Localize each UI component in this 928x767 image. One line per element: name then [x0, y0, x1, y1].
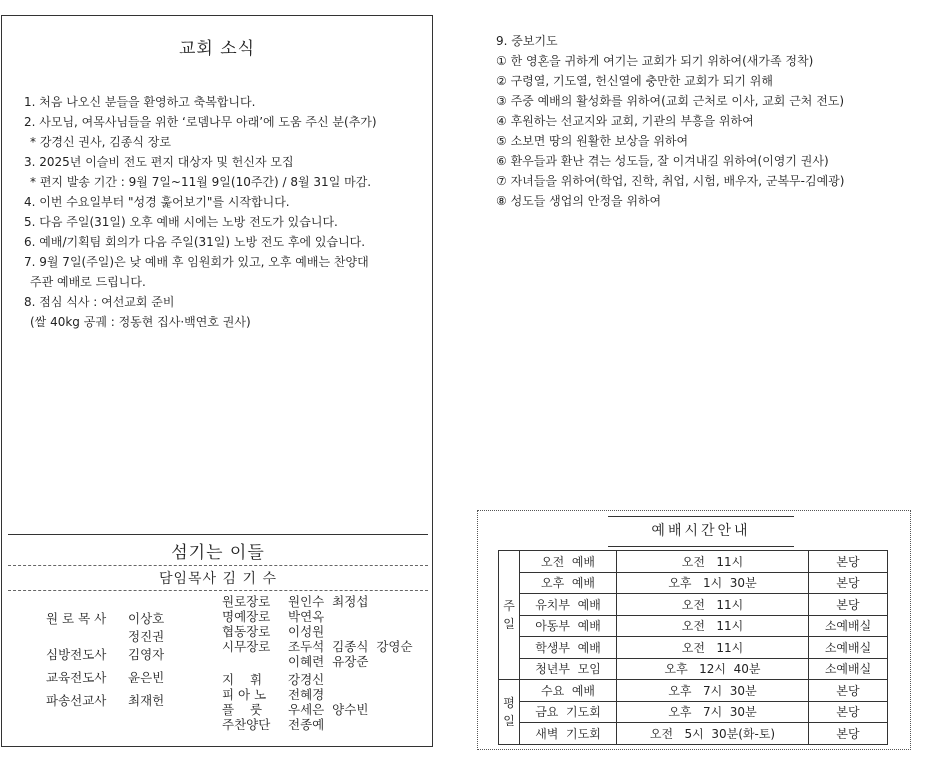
prayer-item: ④ 후원하는 선교지와 교회, 기관의 부흥을 위하여: [496, 114, 754, 128]
service-row: [499, 723, 888, 745]
news-panel: [1, 15, 433, 747]
service-row: [499, 701, 888, 723]
servant-name: 이혜련 유장준: [288, 654, 369, 669]
servant-name: 정진권: [128, 629, 165, 644]
service-name: 오후 예배: [520, 572, 617, 594]
servants-title: 섬기는 이들: [171, 543, 265, 563]
service-name: 청년부 모임: [520, 658, 617, 680]
senior-pastor: 담임목사 김 기 수: [158, 571, 278, 587]
servant-name: 김영자: [128, 647, 165, 662]
servant-name: 강경신: [288, 672, 325, 687]
service-place: 본당: [809, 680, 888, 702]
servant-name: 윤은빈: [128, 670, 165, 685]
servant-name: 전종예: [288, 717, 325, 732]
service-name: 수요 예배: [520, 680, 617, 702]
service-place: 본당: [809, 701, 888, 723]
prayer-title: 9. 중보기도: [496, 34, 558, 48]
news-item: * 강경신 권사, 김종식 장로: [30, 135, 171, 149]
servant-role: 명예장로: [222, 609, 271, 624]
service-row: [499, 680, 888, 702]
service-group-char: 일: [503, 617, 515, 631]
servants-section: [8, 534, 428, 761]
service-name: 금요 기도회: [520, 701, 617, 723]
servant-name: 이상호: [128, 611, 165, 626]
service-group-label: [499, 551, 520, 680]
servant-role: 주찬양단: [222, 717, 271, 732]
servant-role: 파송선교사: [46, 693, 107, 708]
service-row: [499, 637, 888, 659]
servants-grid: [8, 591, 428, 761]
servant-role: 피 아 노: [222, 687, 267, 702]
service-place: 본당: [809, 723, 888, 745]
service-name: 학생부 예배: [520, 637, 617, 659]
servant-role: 협동장로: [222, 624, 271, 639]
news-item: * 편지 발송 기간 : 9월 7일~11월 9일(10주간) / 8월 31일 마감.: [30, 175, 372, 189]
news-item: 1. 처음 나오신 분들을 환영하고 축복합니다.: [24, 95, 256, 109]
prayer-item: ⑦ 자녀들을 위하여(학업, 진학, 취업, 시험, 배우자, 군복무-김예광): [496, 174, 845, 188]
prayer-section: [496, 31, 916, 211]
news-item: 5. 다음 주일(31일) 오후 예배 시에는 노방 전도가 있습니다.: [24, 215, 338, 229]
news-item: 3. 2025년 이슬비 전도 편지 대상자 및 헌신자 모집: [24, 155, 294, 169]
service-row: [499, 658, 888, 680]
servant-name: 전혜경: [288, 687, 325, 702]
prayer-item: ③ 주중 예배의 활성화를 위하여(교회 근처로 이사, 교회 근처 전도): [496, 94, 845, 108]
service-group-char: 일: [503, 713, 515, 728]
service-time: 오후 1시 30분: [617, 572, 809, 594]
news-item: 4. 이번 수요일부터 "성경 훑어보기"를 시작합니다.: [24, 195, 290, 209]
servant-role: 원 로 목 사: [46, 611, 107, 626]
service-times-title: 예배시간안내: [608, 516, 794, 547]
service-time: 오전 11시: [617, 551, 809, 573]
service-name: 아동부 예배: [520, 615, 617, 637]
service-place: 소예배실: [809, 637, 888, 659]
news-item: 8. 점심 식사 : 여선교회 준비: [24, 295, 175, 309]
service-row: [499, 551, 888, 573]
news-item: 7. 9월 7일(주일)은 낮 예배 후 임원회가 있고, 오후 예배는 찬양대: [24, 255, 369, 269]
service-row: [499, 572, 888, 594]
service-group-char: 주: [503, 599, 515, 613]
prayer-item: ⑤ 소보면 땅의 원활한 보상을 위하여: [496, 134, 689, 148]
service-place: 본당: [809, 594, 888, 616]
news-item: (쌀 40kg 공궤 : 정동현 집사·백연호 권사): [30, 315, 251, 329]
prayer-item: ⑥ 환우들과 환난 겪는 성도들, 잘 이겨내길 위하여(이영기 권사): [496, 154, 829, 168]
service-name: 오전 예배: [520, 551, 617, 573]
service-group-char: 평: [503, 695, 515, 710]
news-item: 6. 예배/기획팀 회의가 다음 주일(31일) 노방 전도 후에 있습니다.: [24, 235, 366, 249]
servant-role: 지 휘: [222, 672, 263, 687]
servant-role: 교육전도사: [46, 670, 107, 685]
prayer-item: ① 한 영혼을 귀하게 여기는 교회가 되기 위하여(새가족 정착): [496, 54, 814, 68]
servant-name: 조두석 김종식 강영순: [288, 639, 413, 654]
servant-name: 이성원: [288, 624, 325, 639]
prayer-item: ⑧ 성도들 생업의 안정을 위하여: [496, 194, 662, 208]
servant-role: 심방전도사: [46, 647, 107, 662]
servant-role: 플 룻: [222, 702, 263, 717]
prayer-item: ② 구령열, 기도열, 헌신열에 충만한 교회가 되기 위해: [496, 74, 773, 88]
servant-role: 원로장로: [222, 594, 271, 609]
service-place: 본당: [809, 551, 888, 573]
service-place: 소예배실: [809, 615, 888, 637]
servant-name: 박연옥: [288, 609, 325, 624]
servant-name: 최재헌: [128, 693, 165, 708]
news-item: 주관 예배로 드립니다.: [30, 275, 146, 289]
servant-name: 우세은 양수빈: [288, 702, 369, 717]
service-place: 본당: [809, 572, 888, 594]
servant-role: 시무장로: [222, 639, 271, 654]
service-time: 오후 7시 30분: [617, 680, 809, 702]
news-list: [24, 92, 424, 332]
service-place: 소예배실: [809, 658, 888, 680]
servant-name: 원인수 최정섭: [288, 594, 369, 609]
service-time: 오전 11시: [617, 637, 809, 659]
service-group-label: [499, 680, 520, 745]
service-time: 오전 11시: [617, 615, 809, 637]
service-time: 오전 5시 30분(화-토): [617, 723, 809, 745]
service-times-table: [498, 550, 888, 745]
service-row: [499, 594, 888, 616]
service-name: 새벽 기도회: [520, 723, 617, 745]
service-name: 유치부 예배: [520, 594, 617, 616]
service-row: [499, 615, 888, 637]
service-time: 오후 12시 40분: [617, 658, 809, 680]
service-times-panel: [477, 510, 911, 750]
service-time: 오후 7시 30분: [617, 701, 809, 723]
prayer-list: [496, 51, 916, 211]
news-item: 2. 사모님, 여목사님들을 위한 ‘로뎀나무 아래’에 도움 주신 분(추가): [24, 115, 377, 129]
news-title: 교회 소식: [178, 39, 256, 59]
service-time: 오전 11시: [617, 594, 809, 616]
